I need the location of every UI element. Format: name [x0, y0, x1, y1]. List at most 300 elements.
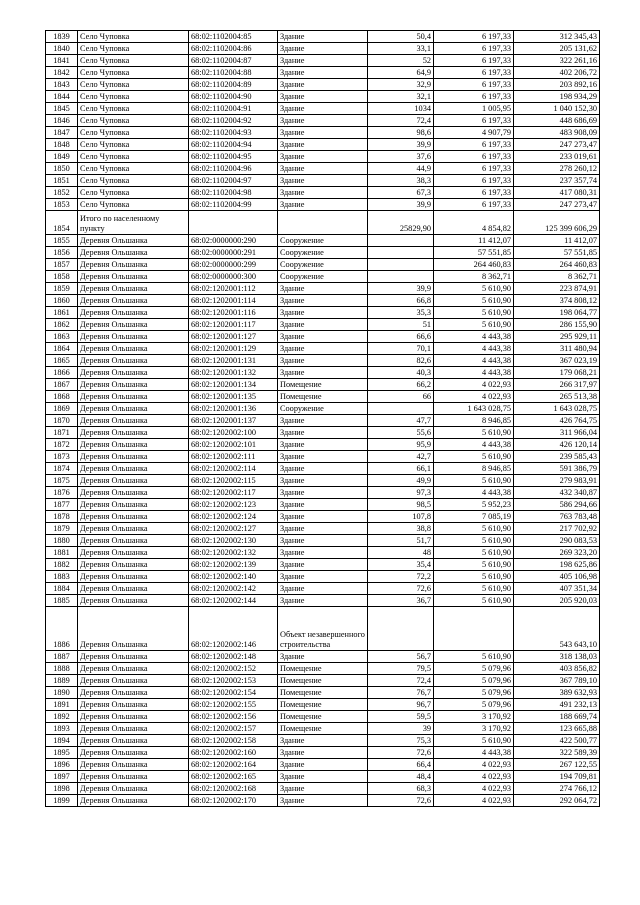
cadastral-number-cell: 68:02:1102004:94 [189, 139, 278, 151]
table-row [46, 271, 600, 283]
cadastral-value-cell: 223 874,91 [514, 283, 600, 295]
row-number-cell: 1885 [46, 595, 78, 607]
row-number-cell: 1858 [46, 271, 78, 283]
locality-cell: Село Чуповка [78, 43, 189, 55]
table-row [46, 91, 600, 103]
cadastral-number-cell: 68:02:1102004:95 [189, 151, 278, 163]
table-row [46, 31, 600, 43]
locality-cell: Деревня Ольшанка [78, 307, 189, 319]
cadastral-number-cell: 68:02:1202002:127 [189, 523, 278, 535]
area-cell: 107,8 [368, 511, 434, 523]
unit-value-cell: 5 610,90 [434, 535, 514, 547]
table-row [46, 211, 600, 235]
cadastral-value-cell: 322 589,39 [514, 747, 600, 759]
object-type-cell: Здание [278, 31, 368, 43]
object-type-cell: Здание [278, 747, 368, 759]
cadastral-number-cell: 68:02:0000000:291 [189, 247, 278, 259]
row-number-cell: 1888 [46, 663, 78, 675]
area-cell: 66,8 [368, 295, 434, 307]
area-cell: 32,9 [368, 79, 434, 91]
unit-value-cell: 5 610,90 [434, 283, 514, 295]
unit-value-cell: 4 022,93 [434, 391, 514, 403]
cadastral-number-cell: 68:02:1202001:131 [189, 355, 278, 367]
locality-cell: Деревня Ольшанка [78, 711, 189, 723]
table-row [46, 463, 600, 475]
object-type-cell: Здание [278, 759, 368, 771]
object-type-cell: Здание [278, 115, 368, 127]
cadastral-number-cell: 68:02:1102004:98 [189, 187, 278, 199]
row-number-cell: 1869 [46, 403, 78, 415]
cadastral-number-cell: 68:02:1202002:165 [189, 771, 278, 783]
object-type-cell: Здание [278, 487, 368, 499]
table-row [46, 163, 600, 175]
cadastral-value-cell: 266 317,97 [514, 379, 600, 391]
cadastral-number-cell: 68:02:1202001:129 [189, 343, 278, 355]
cadastral-number-cell: 68:02:1102004:91 [189, 103, 278, 115]
row-number-cell: 1863 [46, 331, 78, 343]
locality-cell: Деревня Ольшанка [78, 475, 189, 487]
cadastral-value-cell: 274 766,12 [514, 783, 600, 795]
row-number-cell: 1890 [46, 687, 78, 699]
cadastral-number-cell: 68:02:1102004:86 [189, 43, 278, 55]
cadastral-number-cell: 68:02:1202001:134 [189, 379, 278, 391]
cadastral-value-cell: 247 273,47 [514, 199, 600, 211]
row-number-cell: 1875 [46, 475, 78, 487]
locality-cell: Село Чуповка [78, 175, 189, 187]
table-row [46, 735, 600, 747]
locality-cell: Деревня Ольшанка [78, 283, 189, 295]
area-cell: 55,6 [368, 427, 434, 439]
row-number-cell: 1862 [46, 319, 78, 331]
area-cell: 38,8 [368, 523, 434, 535]
locality-cell: Деревня Ольшанка [78, 547, 189, 559]
unit-value-cell: 4 443,38 [434, 331, 514, 343]
locality-cell: Село Чуповка [78, 79, 189, 91]
area-cell: 66,1 [368, 463, 434, 475]
unit-value-cell: 11 412,07 [434, 235, 514, 247]
locality-cell: Село Чуповка [78, 199, 189, 211]
unit-value-cell: 57 551,85 [434, 247, 514, 259]
cadastral-number-cell: 68:02:1202001:132 [189, 367, 278, 379]
unit-value-cell: 1 005,95 [434, 103, 514, 115]
row-number-cell: 1854 [46, 211, 78, 235]
table-row [46, 67, 600, 79]
area-cell: 72,6 [368, 795, 434, 807]
unit-value-cell: 6 197,33 [434, 139, 514, 151]
cadastral-number-cell [189, 211, 278, 235]
area-cell: 66 [368, 391, 434, 403]
locality-cell: Село Чуповка [78, 115, 189, 127]
cadastral-number-cell: 68:02:1202002:139 [189, 559, 278, 571]
table-row [46, 295, 600, 307]
unit-value-cell: 6 197,33 [434, 31, 514, 43]
row-number-cell: 1840 [46, 43, 78, 55]
object-type-cell: Здание [278, 175, 368, 187]
unit-value-cell: 5 079,96 [434, 687, 514, 699]
area-cell [368, 259, 434, 271]
cadastral-value-cell: 586 294,66 [514, 499, 600, 511]
row-number-cell: 1883 [46, 571, 78, 583]
object-type-cell: Сооружение [278, 235, 368, 247]
object-type-cell: Здание [278, 199, 368, 211]
table-row [46, 687, 600, 699]
locality-cell: Село Чуповка [78, 139, 189, 151]
locality-cell: Деревня Ольшанка [78, 687, 189, 699]
table-row [46, 343, 600, 355]
object-type-cell: Здание [278, 595, 368, 607]
unit-value-cell: 5 610,90 [434, 475, 514, 487]
area-cell: 59,5 [368, 711, 434, 723]
area-cell: 51,7 [368, 535, 434, 547]
area-cell: 36,7 [368, 595, 434, 607]
object-type-cell: Помещение [278, 687, 368, 699]
unit-value-cell: 4 022,93 [434, 379, 514, 391]
row-number-cell: 1899 [46, 795, 78, 807]
cadastral-number-cell: 68:02:1202002:148 [189, 651, 278, 663]
row-number-cell: 1839 [46, 31, 78, 43]
cadastral-number-cell: 68:02:1202002:164 [189, 759, 278, 771]
object-type-cell: Здание [278, 103, 368, 115]
object-type-cell: Здание [278, 79, 368, 91]
cadastral-value-cell: 432 340,87 [514, 487, 600, 499]
unit-value-cell: 4 443,38 [434, 355, 514, 367]
area-cell: 25829,90 [368, 211, 434, 235]
unit-value-cell: 4 022,93 [434, 759, 514, 771]
table-row [46, 391, 600, 403]
cadastral-value-cell: 11 412,07 [514, 235, 600, 247]
unit-value-cell [434, 607, 514, 651]
unit-value-cell: 5 079,96 [434, 699, 514, 711]
table-row [46, 759, 600, 771]
cadastral-number-cell: 68:02:1202002:160 [189, 747, 278, 759]
cadastral-number-cell: 68:02:1202002:158 [189, 735, 278, 747]
area-cell: 52 [368, 55, 434, 67]
unit-value-cell: 7 085,19 [434, 511, 514, 523]
cadastral-value-cell: 448 686,69 [514, 115, 600, 127]
unit-value-cell: 6 197,33 [434, 43, 514, 55]
table-row [46, 235, 600, 247]
row-number-cell: 1867 [46, 379, 78, 391]
table-row [46, 783, 600, 795]
locality-cell: Деревня Ольшанка [78, 343, 189, 355]
table-row [46, 487, 600, 499]
locality-cell: Деревня Ольшанка [78, 355, 189, 367]
area-cell: 98,5 [368, 499, 434, 511]
cadastral-value-cell: 426 120,14 [514, 439, 600, 451]
object-type-cell: Здание [278, 187, 368, 199]
row-number-cell: 1891 [46, 699, 78, 711]
cadastral-value-cell: 417 080,31 [514, 187, 600, 199]
cadastral-value-cell: 194 709,81 [514, 771, 600, 783]
unit-value-cell: 5 610,90 [434, 547, 514, 559]
cadastral-number-cell: 68:02:1202002:123 [189, 499, 278, 511]
table-row [46, 771, 600, 783]
unit-value-cell: 3 170,92 [434, 711, 514, 723]
area-cell: 48,4 [368, 771, 434, 783]
area-cell: 42,7 [368, 451, 434, 463]
locality-cell: Деревня Ольшанка [78, 511, 189, 523]
unit-value-cell: 5 610,90 [434, 583, 514, 595]
locality-cell: Деревня Ольшанка [78, 783, 189, 795]
cadastral-value-cell: 403 856,82 [514, 663, 600, 675]
cadastral-number-cell: 68:02:1202002:157 [189, 723, 278, 735]
area-cell: 39 [368, 723, 434, 735]
cadastral-value-cell: 389 632,93 [514, 687, 600, 699]
object-type-cell: Здание [278, 559, 368, 571]
table-row [46, 103, 600, 115]
cadastral-value-cell: 367 789,10 [514, 675, 600, 687]
object-type-cell: Здание [278, 511, 368, 523]
row-number-cell: 1893 [46, 723, 78, 735]
row-number-cell: 1855 [46, 235, 78, 247]
table-row [46, 711, 600, 723]
locality-cell: Деревня Ольшанка [78, 699, 189, 711]
cadastral-number-cell: 68:02:1102004:96 [189, 163, 278, 175]
cadastral-value-cell: 205 920,03 [514, 595, 600, 607]
cadastral-number-cell: 68:02:1202001:112 [189, 283, 278, 295]
table-row [46, 175, 600, 187]
locality-cell: Деревня Ольшанка [78, 571, 189, 583]
area-cell [368, 607, 434, 651]
row-number-cell: 1860 [46, 295, 78, 307]
area-cell: 76,7 [368, 687, 434, 699]
cadastral-value-cell: 269 323,20 [514, 547, 600, 559]
area-cell: 40,3 [368, 367, 434, 379]
row-number-cell: 1857 [46, 259, 78, 271]
area-cell: 98,6 [368, 127, 434, 139]
unit-value-cell: 5 079,96 [434, 663, 514, 675]
table-row [46, 723, 600, 735]
table-row [46, 523, 600, 535]
cadastral-value-cell: 322 261,16 [514, 55, 600, 67]
cadastral-value-cell: 405 106,98 [514, 571, 600, 583]
unit-value-cell: 6 197,33 [434, 187, 514, 199]
area-cell: 39,9 [368, 139, 434, 151]
table-row [46, 595, 600, 607]
cadastral-value-cell: 198 625,86 [514, 559, 600, 571]
cadastral-number-cell: 68:02:1202002:100 [189, 427, 278, 439]
row-number-cell: 1881 [46, 547, 78, 559]
area-cell: 75,3 [368, 735, 434, 747]
row-number-cell: 1851 [46, 175, 78, 187]
object-type-cell: Здание [278, 771, 368, 783]
area-cell: 72,2 [368, 571, 434, 583]
locality-cell: Деревня Ольшанка [78, 235, 189, 247]
row-number-cell: 1894 [46, 735, 78, 747]
unit-value-cell: 6 197,33 [434, 115, 514, 127]
object-type-cell: Здание [278, 651, 368, 663]
area-cell: 82,6 [368, 355, 434, 367]
cadastral-value-cell: 374 808,12 [514, 295, 600, 307]
unit-value-cell: 4 443,38 [434, 343, 514, 355]
unit-value-cell: 4 443,38 [434, 487, 514, 499]
unit-value-cell: 6 197,33 [434, 163, 514, 175]
cadastral-value-cell: 57 551,85 [514, 247, 600, 259]
table-row [46, 403, 600, 415]
cadastral-number-cell: 68:02:1202002:132 [189, 547, 278, 559]
locality-cell: Деревня Ольшанка [78, 319, 189, 331]
table-row [46, 43, 600, 55]
cadastral-value-cell: 491 232,13 [514, 699, 600, 711]
unit-value-cell: 5 610,90 [434, 295, 514, 307]
locality-cell: Деревня Ольшанка [78, 259, 189, 271]
table-row [46, 663, 600, 675]
locality-cell: Деревня Ольшанка [78, 523, 189, 535]
area-cell: 48 [368, 547, 434, 559]
unit-value-cell: 4 022,93 [434, 771, 514, 783]
cadastral-value-cell: 125 399 606,29 [514, 211, 600, 235]
table-row [46, 127, 600, 139]
row-number-cell: 1852 [46, 187, 78, 199]
unit-value-cell: 8 362,71 [434, 271, 514, 283]
locality-cell: Деревня Ольшанка [78, 583, 189, 595]
locality-cell: Деревня Ольшанка [78, 663, 189, 675]
locality-cell: Итого по населенному пункту [78, 211, 189, 235]
cadastral-value-table [45, 30, 600, 807]
locality-cell: Деревня Ольшанка [78, 759, 189, 771]
locality-cell: Деревня Ольшанка [78, 675, 189, 687]
row-number-cell: 1892 [46, 711, 78, 723]
cadastral-number-cell: 68:02:1202001:135 [189, 391, 278, 403]
unit-value-cell: 4 854,82 [434, 211, 514, 235]
object-type-cell: Здание [278, 163, 368, 175]
row-number-cell: 1896 [46, 759, 78, 771]
table-row [46, 451, 600, 463]
locality-cell: Деревня Ольшанка [78, 723, 189, 735]
cadastral-value-cell: 278 260,12 [514, 163, 600, 175]
row-number-cell: 1898 [46, 783, 78, 795]
row-number-cell: 1872 [46, 439, 78, 451]
row-number-cell: 1850 [46, 163, 78, 175]
table-row [46, 259, 600, 271]
object-type-cell: Здание [278, 475, 368, 487]
object-type-cell: Здание [278, 499, 368, 511]
cadastral-value-cell: 426 764,75 [514, 415, 600, 427]
area-cell: 39,9 [368, 199, 434, 211]
area-cell: 37,6 [368, 151, 434, 163]
cadastral-number-cell: 68:02:1202001:136 [189, 403, 278, 415]
area-cell: 33,1 [368, 43, 434, 55]
row-number-cell: 1847 [46, 127, 78, 139]
table-row [46, 475, 600, 487]
object-type-cell: Здание [278, 343, 368, 355]
row-number-cell: 1844 [46, 91, 78, 103]
cadastral-value-cell: 290 083,53 [514, 535, 600, 547]
locality-cell: Деревня Ольшанка [78, 427, 189, 439]
row-number-cell: 1897 [46, 771, 78, 783]
unit-value-cell: 5 610,90 [434, 651, 514, 663]
area-cell: 66,2 [368, 379, 434, 391]
row-number-cell: 1871 [46, 427, 78, 439]
cadastral-number-cell: 68:02:1102004:85 [189, 31, 278, 43]
cadastral-value-cell: 264 460,83 [514, 259, 600, 271]
area-cell: 79,5 [368, 663, 434, 675]
cadastral-value-cell: 237 357,74 [514, 175, 600, 187]
cadastral-value-cell: 123 665,88 [514, 723, 600, 735]
locality-cell: Деревня Ольшанка [78, 535, 189, 547]
object-type-cell: Здание [278, 91, 368, 103]
area-cell: 96,7 [368, 699, 434, 711]
table-row [46, 583, 600, 595]
locality-cell: Село Чуповка [78, 187, 189, 199]
object-type-cell: Здание [278, 735, 368, 747]
row-number-cell: 1882 [46, 559, 78, 571]
row-number-cell: 1841 [46, 55, 78, 67]
unit-value-cell: 5 610,90 [434, 427, 514, 439]
area-cell [368, 271, 434, 283]
table-row [46, 247, 600, 259]
row-number-cell: 1849 [46, 151, 78, 163]
object-type-cell: Здание [278, 43, 368, 55]
unit-value-cell: 6 197,33 [434, 151, 514, 163]
locality-cell: Село Чуповка [78, 67, 189, 79]
table-row [46, 151, 600, 163]
row-number-cell: 1889 [46, 675, 78, 687]
area-cell: 44,9 [368, 163, 434, 175]
row-number-cell: 1853 [46, 199, 78, 211]
object-type-cell: Сооружение [278, 271, 368, 283]
table-row [46, 79, 600, 91]
locality-cell: Село Чуповка [78, 127, 189, 139]
table-row [46, 319, 600, 331]
area-cell: 32,1 [368, 91, 434, 103]
table-row [46, 559, 600, 571]
locality-cell: Деревня Ольшанка [78, 451, 189, 463]
cadastral-number-cell: 68:02:0000000:300 [189, 271, 278, 283]
area-cell [368, 247, 434, 259]
object-type-cell: Здание [278, 547, 368, 559]
cadastral-value-cell: 1 643 028,75 [514, 403, 600, 415]
object-type-cell: Помещение [278, 379, 368, 391]
table-row [46, 795, 600, 807]
row-number-cell: 1884 [46, 583, 78, 595]
cadastral-number-cell: 68:02:1102004:89 [189, 79, 278, 91]
area-cell: 1034 [368, 103, 434, 115]
cadastral-value-cell: 312 345,43 [514, 31, 600, 43]
unit-value-cell: 8 946,85 [434, 415, 514, 427]
object-type-cell: Здание [278, 55, 368, 67]
cadastral-number-cell: 68:02:1102004:97 [189, 175, 278, 187]
unit-value-cell: 5 610,90 [434, 451, 514, 463]
cadastral-number-cell: 68:02:1202002:152 [189, 663, 278, 675]
cadastral-number-cell: 68:02:1202001:117 [189, 319, 278, 331]
cadastral-number-cell: 68:02:1102004:93 [189, 127, 278, 139]
cadastral-number-cell: 68:02:1202002:154 [189, 687, 278, 699]
row-number-cell: 1842 [46, 67, 78, 79]
locality-cell: Село Чуповка [78, 91, 189, 103]
table-row [46, 439, 600, 451]
area-cell [368, 235, 434, 247]
object-type-cell: Здание [278, 795, 368, 807]
cadastral-number-cell: 68:02:1202002:168 [189, 783, 278, 795]
row-number-cell: 1895 [46, 747, 78, 759]
table-row [46, 651, 600, 663]
cadastral-value-cell: 483 908,09 [514, 127, 600, 139]
object-type-cell: Сооружение [278, 403, 368, 415]
object-type-cell: Здание [278, 463, 368, 475]
cadastral-number-cell: 68:02:1102004:90 [189, 91, 278, 103]
cadastral-number-cell: 68:02:0000000:299 [189, 259, 278, 271]
cadastral-value-cell: 188 669,74 [514, 711, 600, 723]
object-type-cell: Здание [278, 367, 368, 379]
table-row [46, 571, 600, 583]
cadastral-value-cell: 402 206,72 [514, 67, 600, 79]
cadastral-value-cell: 8 362,71 [514, 271, 600, 283]
cadastral-value-cell: 407 351,34 [514, 583, 600, 595]
object-type-cell: Здание [278, 331, 368, 343]
unit-value-cell: 6 197,33 [434, 55, 514, 67]
area-cell: 66,4 [368, 759, 434, 771]
